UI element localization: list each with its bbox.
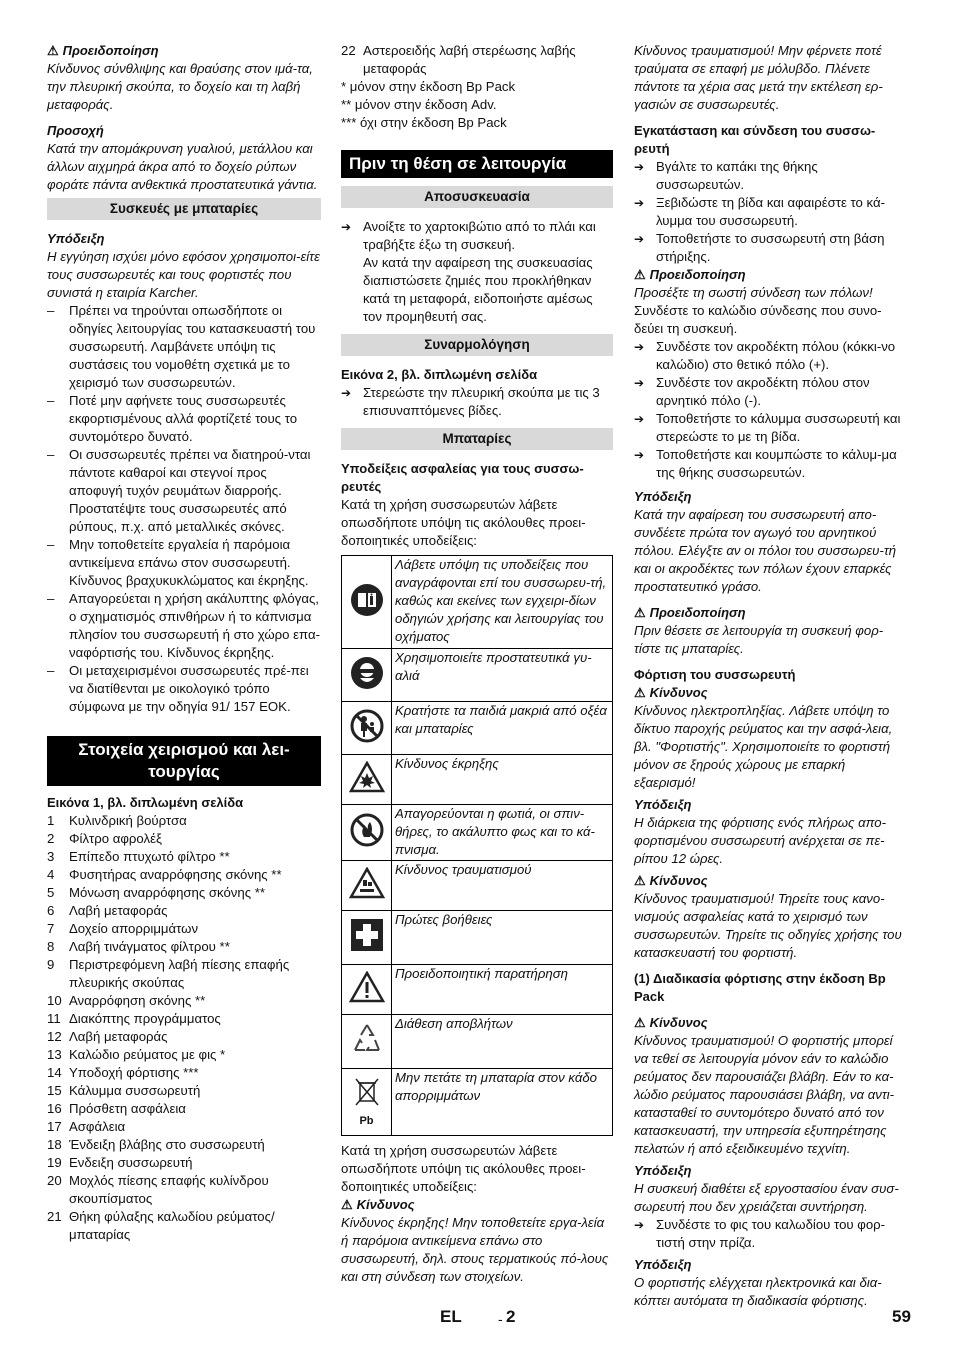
dash-marker: – [47,447,55,462]
list-item-text: Οι συσσωρευτές πρέπει να διατηρού-νται πάντοτε καθαροί και στεγνοί προς αποφυγή τυχόν ρευμάτων διαρροής. Προστατέψτε τους συσσωρευτές από ρύπους, π.χ. από μεταλλικές σκόνες. [69,447,311,534]
warning-triangle-icon: ⚠ [634,605,646,620]
symbol-row [342,911,613,965]
list-item [47,1100,321,1118]
warning-triangle-icon: ⚠ [341,1197,353,1212]
danger-text: Κίνδυνος ηλεκτροπληξίας. Λάβετε υπόψη το δίκτυο παροχής ρεύματος και την ασφά-λεια, βλ. "Φορτιστής". Χρησιμοποιείτε το φορτιστή μόνον σε ξηρούς χώρους με επαρκή εξαερισμό! [634,703,893,790]
item-text: Καλώδιο ρεύματος με φις * [69,1047,226,1062]
arrow-icon: ➔ [634,160,645,174]
danger-text: Κίνδυνος τραυματισμού! Ο φορτιστής μπορεί να τεθεί σε λειτουργία μόνον εάν το καλώδιο ρεύματος δεν παρουσιάζει βλάβη. Εάν το κα-λώδιο ρεύματος παρουσιάσει βλάβη, να αντι-κατασταθεί το συντομότερο δυνατό από τον κατασκευαστή, την υπηρεσία εξυπηρέτησης πελατών ή από εξειδικευμένο τεχνίτη. [634,1033,895,1156]
list-item [47,884,321,902]
item-text: Κυλινδρική βούρτσα [69,813,187,828]
item-number: 20 [47,1173,62,1188]
symbol-row [342,702,613,755]
list-item [47,1118,321,1136]
item-text: Μοχλός πίεσης επαφής κυλίνδρου σκουπίσματος [69,1173,269,1206]
danger-heading: ⚠ Κίνδυνος [341,1197,415,1212]
column-3 [634,42,906,1310]
list-item [47,590,321,662]
step-text: Συνδέστε τον ακροδέκτη πόλου στον αρνητικό πόλο (-). [656,375,870,408]
list-item [47,830,321,848]
danger-text: Κίνδυνος τραυματισμού! Τηρείτε τους κανο-νισμούς ασφαλείας κατά το χειρισμό των συσσωρευτών. Τηρείτε τις οδηγίες χρήσης του κατασκευαστή του φορτιστή. [634,891,902,960]
footer-separator: - [498,1311,503,1327]
note-heading: Υπόδειξη [634,797,692,812]
item-text: Αναρρόφηση σκόνης ** [69,993,206,1008]
list-item [47,848,321,866]
item-text: Υποδοχή φόρτισης *** [69,1065,199,1080]
pb-label: Pb [359,1115,374,1127]
item-number: 15 [47,1083,62,1098]
symbol-text: Προειδοποιητική παρατήρηση [392,965,613,1015]
arrow-icon: ➔ [634,1218,645,1232]
battery-rules-list [47,302,321,716]
item-number: 1 [47,813,55,828]
item-number: 11 [47,1011,61,1026]
list-item [47,1172,321,1208]
warning-heading: ⚠ Προειδοποίηση [634,605,746,620]
item-text: Λαβή τινάγματος φίλτρου ** [69,939,230,954]
symbol-row [342,1069,613,1136]
symbol-row [342,965,613,1015]
step-item [634,194,906,230]
note-heading: Υπόδειξη [634,489,692,504]
arrow-icon: ➔ [634,448,645,462]
step-item [634,374,906,410]
item-text: Λαβή μεταφοράς [69,1029,168,1044]
section-bar-batteries: Μπαταρίες [341,428,613,450]
step-item: ➔ Συνδέστε το φις του καλωδίου του φορ-τιστή στην πρίζα. [634,1217,886,1250]
symbol-row [342,805,613,861]
list-item [47,938,321,956]
charge-heading: Φόρτιση του συσσωρευτή [634,667,796,682]
item-number: 17 [47,1119,62,1134]
list-item-text: Ποτέ μην αφήνετε τους συσσωρευτές εκφορτισμένους αλλά φορτίζετέ τους το συντομότερο δυνατό. [69,393,298,444]
after-table-text: Κατά τη χρήση συσσωρευτών λάβετε οπωσδήποτε υπόψη τις ακόλουθες προει-δοποιητικές υποδείξεις: [341,1143,586,1194]
list-item [47,1028,321,1046]
list-item [47,662,321,716]
list-item [47,302,321,392]
injury-text: Κίνδυνος τραυματισμού! Μην φέρνετε ποτέ τραύματα σε επαφή με μόλυβδο. Πλένετε πάντοτε τα χέρια σας μετά την εκτέλεση ερ-γασιών σε συσσωρευτές. [634,43,883,112]
column-1 [47,42,321,1244]
item-number: 9 [47,957,55,972]
danger-text: Κίνδυνος έκρηξης! Μην τοποθετείτε εργα-λεία ή παρόμοια αντικείμενα επάνω στο συσσωρευτή, δηλ. στους τερματικούς πό-λους και στη σύνδεση των στοιχείων. [341,1215,609,1284]
list-item-text: Οι μεταχειρισμένοι συσσωρευτές πρέ-πει να διατίθενται με οικολογικό τρόπο σύμφωνα με την οδηγία 91/ 157 ΕΟΚ. [69,663,309,714]
item-text: Λαβή μεταφοράς [69,903,168,918]
caution-heading: Προσοχή [47,123,104,138]
note-heading: Υπόδειξη [47,231,105,246]
eye-protection-icon [342,649,392,702]
symbol-row [342,1015,613,1069]
acid-burn-icon [342,861,392,911]
dash-marker: – [47,591,55,606]
arrow-icon: ➔ [341,220,352,234]
connect-text: Συνδέστε το καλώδιο σύνδεσης που συνο-δεύει τη συσκευή. [634,303,882,336]
step-item [634,446,906,482]
list-item [47,902,321,920]
warning-text: Κίνδυνος σύνθλιψης και θραύσης στον ιμά-τα, την πλευρική σκούπα, το δοχείο και τη λαβή μεταφοράς. [47,61,313,112]
item-text: Ένδειξη βλάβης στο συσσωρευτή [69,1137,265,1152]
warning-text: Προσέξτε τη σωστή σύνδεση των πόλων! [634,285,873,300]
connect-steps [634,338,906,482]
section-bar-unpacking: Αποσυσκευασία [341,186,613,208]
list-item: 22 Αστεροειδής λαβή στερέωσης λαβής μεταφοράς [341,43,576,76]
section-bar-battery-devices: Συσκευές με μπαταρίες [47,198,321,220]
caution-text: Κατά την απομάκρυνση γυαλιού, μετάλλου και άλλων αιχμηρά άκρα από το δοχείο ρύπων φοράτε πάντα ανθεκτικά προστατευτικά γάντια. [47,141,318,192]
symbol-row [342,556,613,649]
arrow-icon: ➔ [634,376,645,390]
symbol-text: Κίνδυνος έκρηξης [392,755,613,805]
symbol-row [342,755,613,805]
warning-text: Πριν θέσετε σε λειτουργία τη συσκευή φορ-τίστε τις μπαταρίες. [634,623,884,656]
symbol-text: Μην πετάτε τη μπαταρία στον κάδο απορριμμάτων [392,1069,613,1136]
footnote-1: * μόνον στην έκδοση Bp Pack [341,79,516,94]
section-bar-assembly: Συναρμολόγηση [341,334,613,356]
list-item [47,1082,321,1100]
warning-triangle-icon: ⚠ [634,1015,646,1030]
item-number: 12 [47,1029,62,1044]
item-number: 16 [47,1101,62,1116]
item-number: 21 [47,1209,62,1224]
footnote-2: ** μόνον στην έκδοση Adv. [341,97,497,112]
safety-symbols-table [341,555,613,1136]
symbol-row [342,649,613,702]
warning-heading: ⚠ Προειδοποίηση [47,43,159,58]
step-text: Τοποθετήστε το συσσωρευτή στη βάση στήριξης. [656,231,885,264]
note-heading: Υπόδειξη [634,1257,692,1272]
list-item-text: Απαγορεύεται η χρήση ακάλυπτης φλόγας, ο σχηματισμός σπινθήρων ή το κάπνισμα πλησίον του συσσωρευτή ή στο χώρο επα-ναφόρτισής του. Κίνδυνος έκρηξης. [69,591,320,660]
item-text: Φυσητήρας αναρρόφησης σκόνης ** [69,867,282,882]
item-text: Δοχείο απορριμμάτων [69,921,199,936]
item-text: Θήκη φύλαξης καλωδίου ρεύματος/ μπαταρίας [69,1209,275,1242]
list-item [47,536,321,590]
step-text: Βγάλτε το καπάκι της θήκης συσσωρευτών. [656,159,818,192]
symbol-text: Κίνδυνος τραυματισμού [392,861,613,911]
symbol-text: Διάθεση αποβλήτων [392,1015,613,1069]
item-text: Περιστρεφόμενη λαβή πίεσης επαφής πλευρικής σκούπας [69,957,290,990]
footer-local-page: 2 [506,1307,516,1326]
warning-triangle-icon: ⚠ [634,267,646,282]
warning-icon [342,965,392,1015]
item-number: 2 [47,831,55,846]
symbol-text: Πρώτες βοήθειες [392,911,613,965]
note-text: Η διάρκεια της φόρτισης ενός πλήρως απο-φορτισμένου συσσωρευτή ανέρχεται σε πε-ρίπου 12 ώρες. [634,815,887,866]
symbol-text: Κρατήστε τα παιδιά μακριά από οξέα και μπαταρίες [392,702,613,755]
warning-triangle-icon: ⚠ [634,685,646,700]
item-number: 6 [47,903,55,918]
dash-marker: – [47,393,55,408]
arrow-icon: ➔ [634,340,645,354]
list-item [47,920,321,938]
step-item [634,410,906,446]
list-item [47,1208,321,1244]
step-item [634,230,906,266]
step-item [634,338,906,374]
item-number: 18 [47,1137,62,1152]
list-item [47,392,321,446]
item-number: 10 [47,993,62,1008]
step-text: Συνδέστε τον ακροδέκτη πόλου (κόκκι-νο καλώδιο) στο θετικό πόλο (+). [656,339,896,372]
no-trash-bin-icon [342,1069,392,1136]
arrow-icon: ➔ [341,386,352,400]
recycling-icon [342,1015,392,1069]
item-text: Φίλτρο αφρολέξ [69,831,162,846]
step-item [634,158,906,194]
section-title-controls: Στοιχεία χειρισμού και λει-τουργίας [47,736,321,786]
item-text: Κάλυμμα συσσωρευτή [69,1083,201,1098]
components-list [47,812,321,1244]
no-fire-icon [342,805,392,861]
step-text: Τοποθετήστε το κάλυμμα συσσωρευτή και στερεώστε το με τη βίδα. [656,411,901,444]
footnote-3: *** όχι στην έκδοση Bp Pack [341,115,507,130]
list-item [47,866,321,884]
symbol-row [342,861,613,911]
step-item: ➔ Ανοίξτε το χαρτοκιβώτιο από το πλάι και τραβήξτε έξω τη συσκευή. [341,219,596,252]
procedure-heading: (1) Διαδικασία φόρτισης στην έκδοση Bp Pack [634,971,886,1004]
list-item [47,956,321,992]
item-number: 3 [47,849,55,864]
dash-marker: – [47,303,55,318]
danger-heading: ⚠ Κίνδυνος [634,685,708,700]
note-text: Η εγγύηση ισχύει μόνο εφόσον χρησιμοποι-είτε τους συσσωρευτές και τους φορτιστές που συνιστά η εταιρία Karcher. [47,249,320,300]
safety-heading: Υποδείξεις ασφαλείας για τους συσσω-ρευτές [341,461,584,494]
step-text: Τοποθετήστε και κουμπώστε το κάλυμ-μα της θήκης συσσωρευτών. [656,447,897,480]
item-text: Επίπεδο πτυχωτό φίλτρο ** [69,849,230,864]
list-item [47,812,321,830]
list-item-text: Πρέπει να τηρούνται οπωσδήποτε οι οδηγίες λειτουργίας του κατασκευαστή του συσσωρευτή. Λαμβάνετε υπόψη τις συστάσεις του νομοθέτη σχετικά με το χειρισμό των συσσωρευτών. [69,303,316,390]
safety-intro: Κατά τη χρήση συσσωρευτών λάβετε οπωσδήποτε υπόψη τις ακόλουθες προει-δοποιητικές υποδείξεις: [341,497,586,548]
list-item [47,1064,321,1082]
item-number: 8 [47,939,55,954]
step-item: ➔ Στερεώστε την πλευρική σκούπα με τις 3 επισυναπτόμενες βίδες. [341,385,600,418]
install-steps [634,158,906,266]
footer-language: EL [440,1307,462,1326]
arrow-icon: ➔ [634,196,645,210]
symbol-text: Λάβετε υπόψη τις υποδείξεις που αναγράφονται επί του συσσωρευ-τή, καθώς και εκείνες των εγχειρι-δίων οδηγιών χρήσης και λειτουργίας του οχήματος [392,556,613,649]
column-2 [341,42,613,1286]
list-item [47,1046,321,1064]
list-item [47,1154,321,1172]
figure-reference: Εικόνα 1, βλ. διπλωμένη σελίδα [47,795,244,810]
note-text: Ο φορτιστής ελέγχεται ηλεκτρονικά και δια-κόπτει αυτόματα τη διαδικασία φόρτισης. [634,1275,882,1308]
warning-heading: ⚠ Προειδοποίηση [634,267,746,282]
item-text: Πρόσθετη ασφάλεια [69,1101,186,1116]
list-item [47,992,321,1010]
explosion-icon [342,755,392,805]
list-item [47,1010,321,1028]
list-item [47,1136,321,1154]
keep-children-away-icon [342,702,392,755]
arrow-icon: ➔ [634,232,645,246]
danger-heading: ⚠ Κίνδυνος [634,873,708,888]
first-aid-icon [342,911,392,965]
list-item [47,446,321,536]
item-number: 14 [47,1065,62,1080]
footer-page-number: 59 [892,1307,911,1326]
item-number: 19 [47,1155,62,1170]
unpack-note: Αν κατά την αφαίρεση της συσκευασίας διαπιστώσετε ζημιές που προκλήθηκαν κατά τη μεταφορά, ειδοποιήστε αμέσως τον προμηθευτή σας. [363,255,593,324]
step-text: Ξεβιδώστε τη βίδα και αφαιρέστε το κά-λυμμα του συσσωρευτή. [656,195,885,228]
list-item-text: Μην τοποθετείτε εργαλεία ή παρόμοια αντικείμενα επάνω στον συσσωρευτή. Κίνδυνος βραχυκυκλώματος και έκρηξης. [69,537,309,588]
dash-marker: – [47,537,55,552]
item-number: 5 [47,885,55,900]
warning-triangle-icon: ⚠ [634,873,646,888]
item-text: Ενδειξη συσσωρευτή [69,1155,193,1170]
symbol-text: Απαγορεύονται η φωτιά, οι σπιν-θήρες, το ακάλυπτο φως και το κά-πνισμα. [392,805,613,861]
arrow-icon: ➔ [634,412,645,426]
warning-triangle-icon: ⚠ [47,43,59,58]
install-heading: Εγκατάσταση και σύνδεση του συσσω-ρευτή [634,123,876,156]
item-number: 7 [47,921,55,936]
item-number: 13 [47,1047,62,1062]
symbol-text: Χρησιμοποιείτε προστατευτικά γυ-αλιά [392,649,613,702]
note-text: Η συσκευή διαθέτει εξ εργοστασίου έναν συσ-σωρευτή που δεν χρειάζεται συντήρηση. [634,1181,899,1214]
dash-marker: – [47,663,55,678]
item-number: 4 [47,867,55,882]
item-text: Μόνωση αναρρόφησης σκόνης ** [69,885,266,900]
figure-reference: Εικόνα 2, βλ. διπλωμένη σελίδα [341,367,538,382]
item-text: Διακόπτης προγράμματος [69,1011,221,1026]
note-heading: Υπόδειξη [634,1163,692,1178]
manual-icon [342,556,392,649]
item-text: Ασφάλεια [69,1119,126,1134]
section-title-before-startup: Πριν τη θέση σε λειτουργία [341,150,613,178]
note-text: Κατά την αφαίρεση του συσσωρευτή απο-συνδέετε πρώτα τον αγωγό του αρνητικού πόλου. Ελέγξτε αν οι πόλοι του συσσωρευ-τή και οι ακροδέκτες των πόλων έχουν επαρκές προστατευτικό γράσο. [634,507,897,594]
danger-heading: ⚠ Κίνδυνος [634,1015,708,1030]
